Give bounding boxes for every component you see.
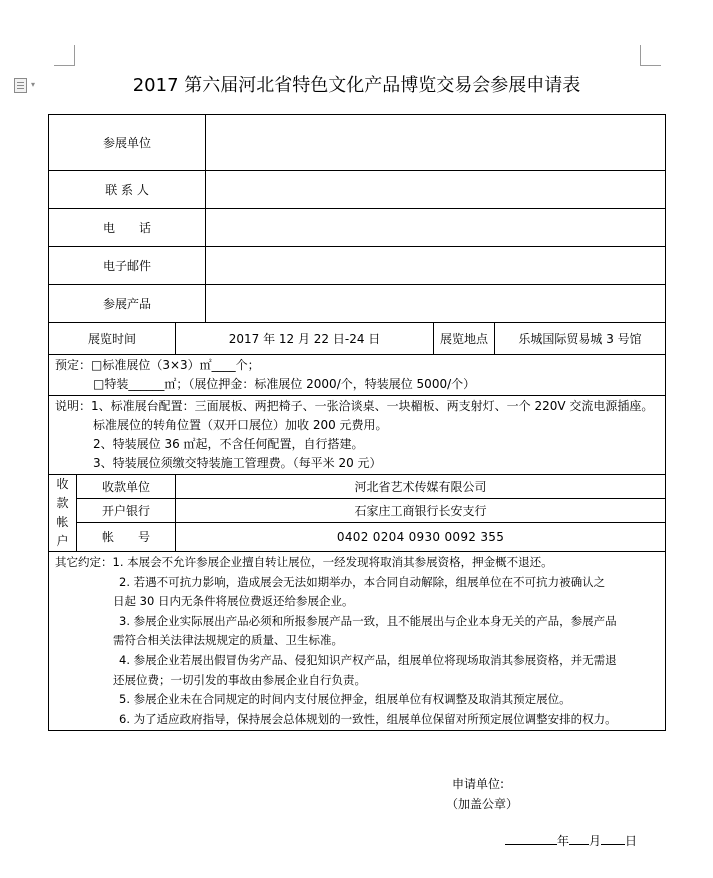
day-label: 日 <box>625 834 638 848</box>
product-field[interactable] <box>206 285 666 323</box>
bank-value: 石家庄工商银行长安支行 <box>176 498 666 522</box>
reservation-standard: 预定：□标准展位（3×3）㎡____个； <box>55 358 260 372</box>
month-blank[interactable] <box>569 831 589 845</box>
month-label: 月 <box>589 834 602 848</box>
year-label: 年 <box>557 834 570 848</box>
account-number-label: 帐 号 <box>77 522 176 551</box>
place-label: 展览地点 <box>434 323 495 355</box>
margin-mark-top-left <box>54 45 75 66</box>
bank-label: 开户银行 <box>77 498 176 522</box>
page-title: 2017 第六届河北省特色文化产品博览交易会参展申请表 <box>132 75 581 96</box>
term-line: 3. 参展企业实际展出产品必须和所报参展产品一致，且不能展出与企业本身无关的产品，参展产品 <box>119 613 617 628</box>
product-label: 参展产品 <box>49 285 206 323</box>
email-field[interactable] <box>206 247 666 285</box>
term-line: 其它约定：1. 本展会不允许参展企业擅自转让展位，一经发现将取消其参展资格，押金概不退还。 <box>55 555 553 569</box>
application-form-table <box>48 114 666 731</box>
term-line: 需符合相关法律法规规定的质量、卫生标准。 <box>113 633 343 648</box>
payee-value: 河北省艺术传媒有限公司 <box>176 475 666 499</box>
place-value: 乐城国际贸易城 3 号馆 <box>495 323 666 355</box>
term-line: 还展位费；一切引发的事故由参展企业自行负责。 <box>113 672 366 687</box>
exhibitor-label: 参展单位 <box>49 115 206 171</box>
payee-label: 收款单位 <box>77 475 176 499</box>
note-line: 2、特装展位 36 ㎡起，不含任何配置，自行搭建。 <box>93 437 364 451</box>
date-line <box>505 831 637 850</box>
term-line: 5. 参展企业未在合同规定的时间内支付展位押金，组展单位有权调整及取消其预定展位。 <box>119 692 571 707</box>
year-blank[interactable] <box>505 831 557 845</box>
time-value: 2017 年 12 月 22 日-24 日 <box>176 323 434 355</box>
exhibitor-field[interactable] <box>206 115 666 171</box>
term-line: 6. 为了适应政府指导，保持展会总体规划的一致性，组展单位保留对所预定展位调整安排的权力。 <box>119 711 617 726</box>
term-line: 日起 30 日内无条件将展位费返还给参展企业。 <box>113 594 354 609</box>
terms-block <box>49 552 666 731</box>
contact-label: 联 系 人 <box>49 171 206 209</box>
note-line: 3、特装展位须缴交特装施工管理费。（每平米 20 元） <box>93 456 382 470</box>
email-label: 电子邮件 <box>49 247 206 285</box>
term-line: 4. 参展企业若展出假冒伪劣产品、侵犯知识产权产品，组展单位将现场取消其参展资格，并无需退 <box>119 652 617 667</box>
note-line: 说明：1、标准展台配置：三面展板、两把椅子、一张洽谈桌、一块楣板、两支射灯、一个 220V 交流电源插座。 <box>55 399 654 413</box>
seal-note: （加盖公章） <box>446 797 519 811</box>
margin-mark-top-right <box>640 45 661 66</box>
account-section-label: 收 款 帐 户 <box>49 475 77 552</box>
term-line: 2. 若遇不可抗力影响，造成展会无法如期举办，本合同自动解除，组展单位在不可抗力被确认之 <box>119 574 606 589</box>
note-line: 标准展位的转角位置（双开口展位）加收 200 元费用。 <box>93 418 388 432</box>
chevron-down-icon[interactable]: ▾ <box>31 80 36 89</box>
time-label: 展览时间 <box>49 323 176 355</box>
notes-block <box>49 396 666 475</box>
applicant-label: 申请单位: <box>452 777 505 791</box>
account-number-value: 0402 0204 0930 0092 355 <box>176 522 666 551</box>
day-blank[interactable] <box>601 831 625 845</box>
reservation-special: □特装______㎡；（展位押金：标准展位 2000/个，特装展位 5000/个） <box>93 377 476 391</box>
reservation-block <box>49 355 666 396</box>
phone-field[interactable] <box>206 209 666 247</box>
phone-label: 电 话 <box>49 209 206 247</box>
contact-field[interactable] <box>206 171 666 209</box>
